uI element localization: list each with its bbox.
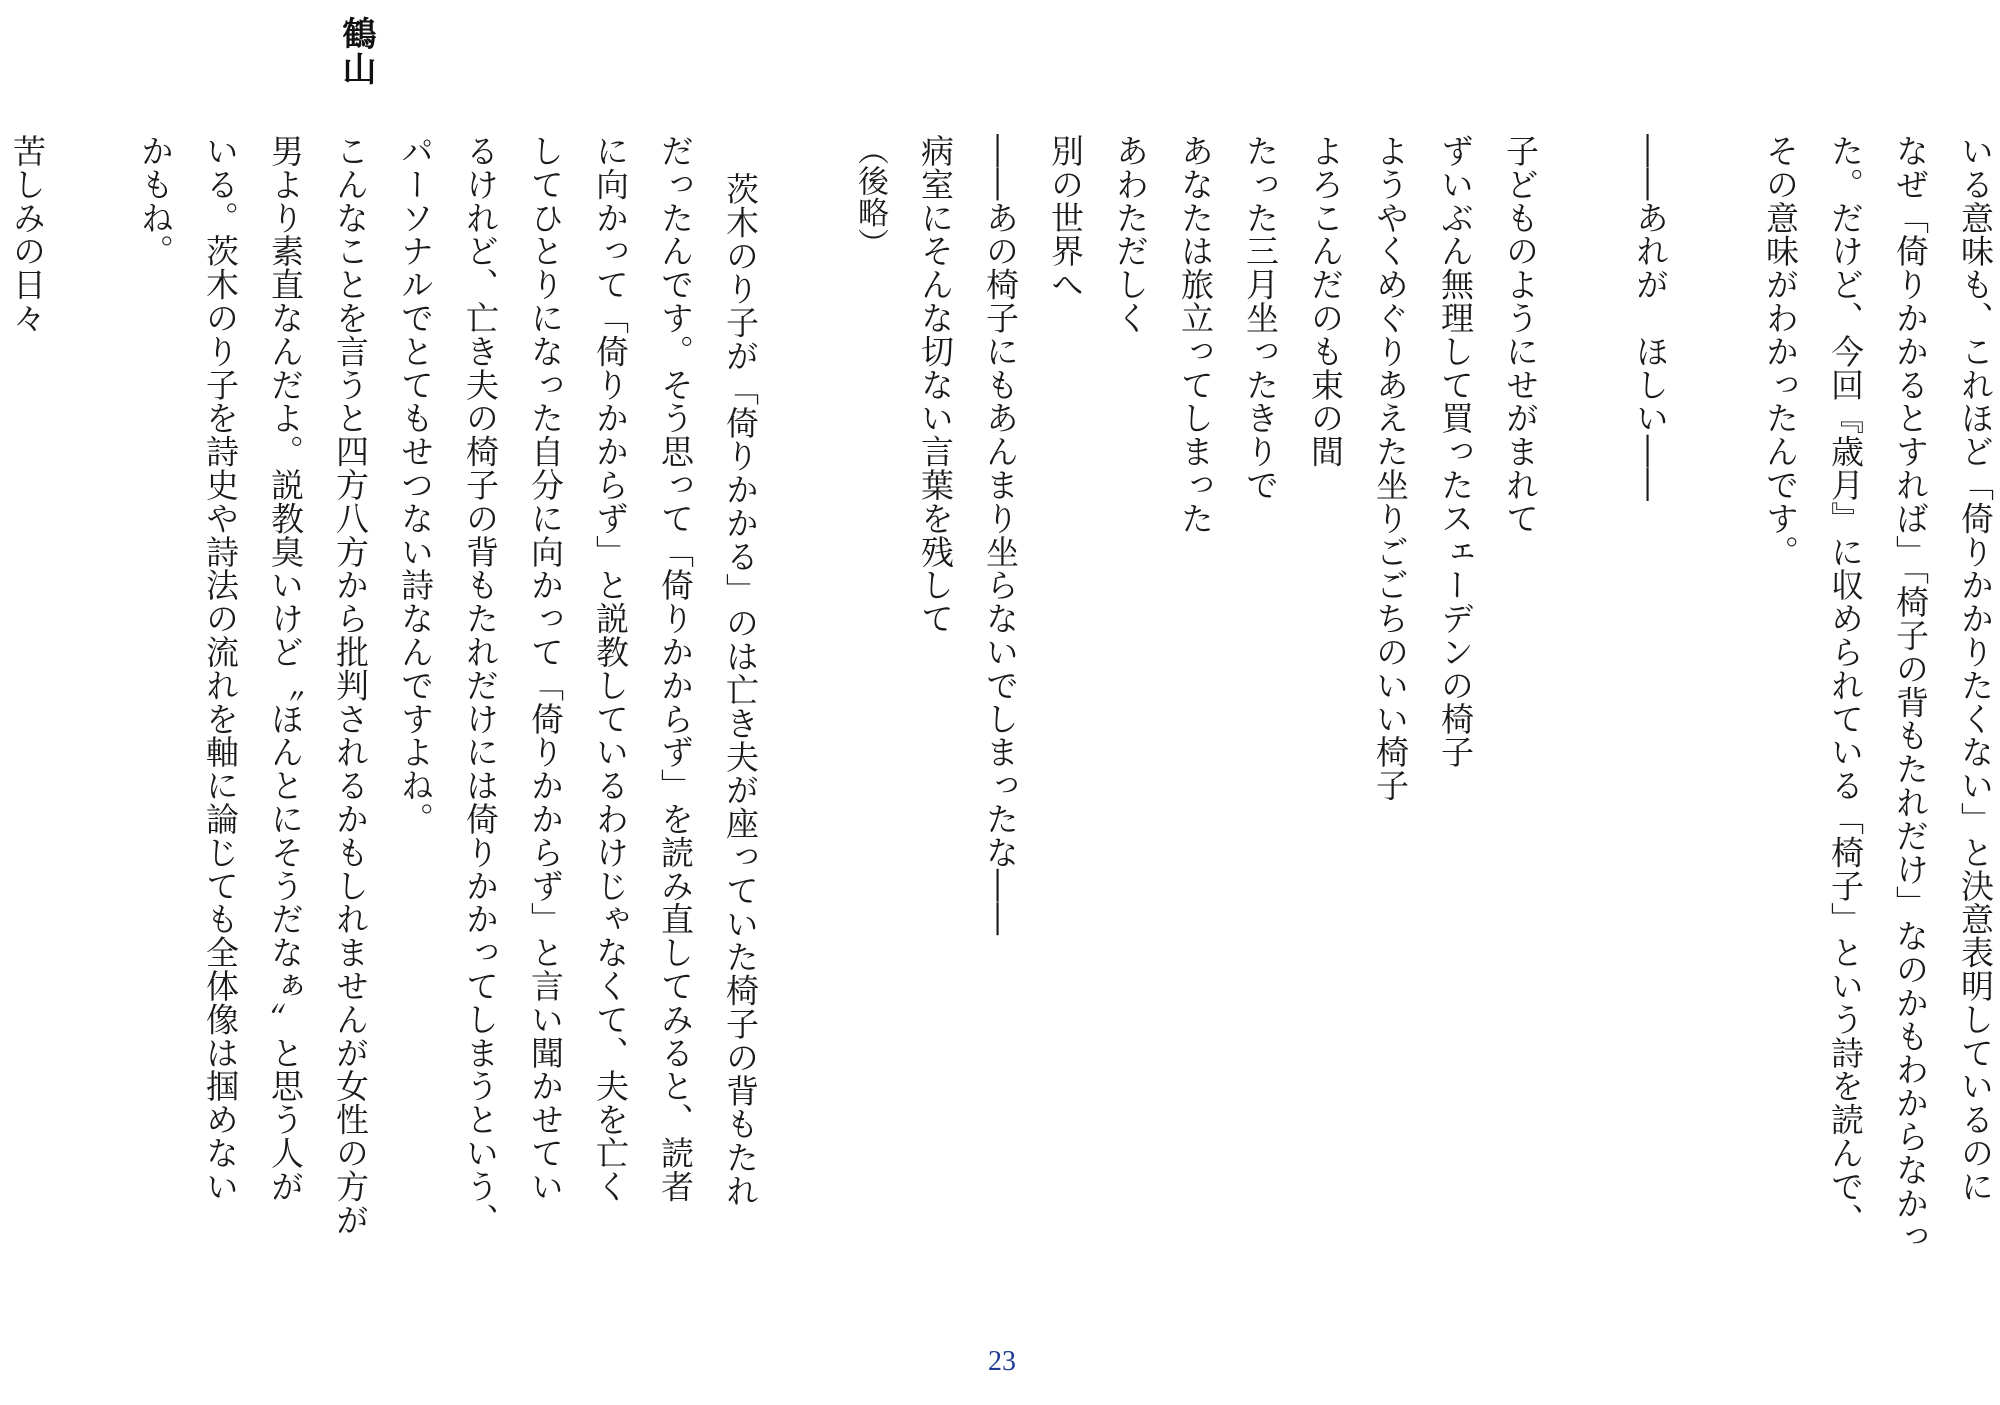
text-column-p2-4: してひとりになった自分に向かって「倚りかからず」と言い聞かせてい [526,134,565,1203]
poem-line-1: ――あれが ほしい―― [1631,134,1670,502]
text-column-p2-6: パーソナルでとてもせつない詩なんですよね。 [396,134,435,836]
text-column-p2-2: だったんです。そう思って「倚りかからず」を読み直してみると、読者 [656,134,695,1203]
text-column-p1-3: た。だけど、今回『歳月』に収められている「椅子」という詩を読んで、 [1826,134,1865,1237]
text-column-p1-1: いる意味も、これほど「倚りかかりたくない」と決意表明しているのに [1956,134,1995,1203]
text-column-p2-5: るけれど、亡き夫の椅子の背もたれだけには倚りかかってしまうという、 [461,134,500,1237]
speaker-label: 鶴山 [336,16,376,86]
poem-line-9: あわただしく [1111,134,1150,335]
text-column-p2-1: 茨木のり子が「倚りかかる」のは亡き夫が座っていた椅子の背もたれ [721,172,760,1208]
text-column-p3-2: 男より素直なんだよ。説教臭いけど〝ほんとにそうだなぁ〟と思う人が [266,134,305,1203]
poem-line-12: 病室にそんな切ない言葉を残して [916,134,955,635]
text-column-p3-1: こんなことを言うと四方八方から批判されるかもしれませんが女性の方が [331,134,370,1237]
poem-line-8: あなたは旅立ってしまった [1176,134,1215,535]
poem-line-10: 別の世界へ [1046,134,1085,301]
text-column-p2-3: に向かって「倚りかからず」と説教しているわけじゃなくて、夫を亡く [591,134,630,1203]
poem-line-11: ――あの椅子にもあんまり坐らないでしまったな―― [981,134,1020,936]
poem-line-4: ずいぶん無理して買ったスェーデンの椅子 [1436,134,1475,769]
poem-line-3: 子どものようにせがまれて [1501,134,1540,535]
text-column-p1-2: なぜ「倚りかかるとすれば」「椅子の背もたれだけ」なのかもわからなかっ [1891,134,1930,1254]
poem-line-5: ようやくめぐりあえた坐りごごちのいい椅子 [1371,134,1410,802]
text-column-p3-4: かもね。 [136,134,175,268]
trailing-text-column: 苦しみの日々 [8,134,47,335]
text-column-p1-4: その意味がわかったんです。 [1761,134,1800,569]
poem-line-6: よろこんだのも束の間 [1306,134,1345,468]
page-number: 23 [988,1346,1016,1377]
text-column-p3-3: いる。茨木のり子を詩史や詩法の流れを軸に論じても全体像は掴めない [201,134,240,1203]
omission-note: （後略） [852,134,888,260]
poem-line-7: たった三月坐ったきりで [1241,134,1280,502]
